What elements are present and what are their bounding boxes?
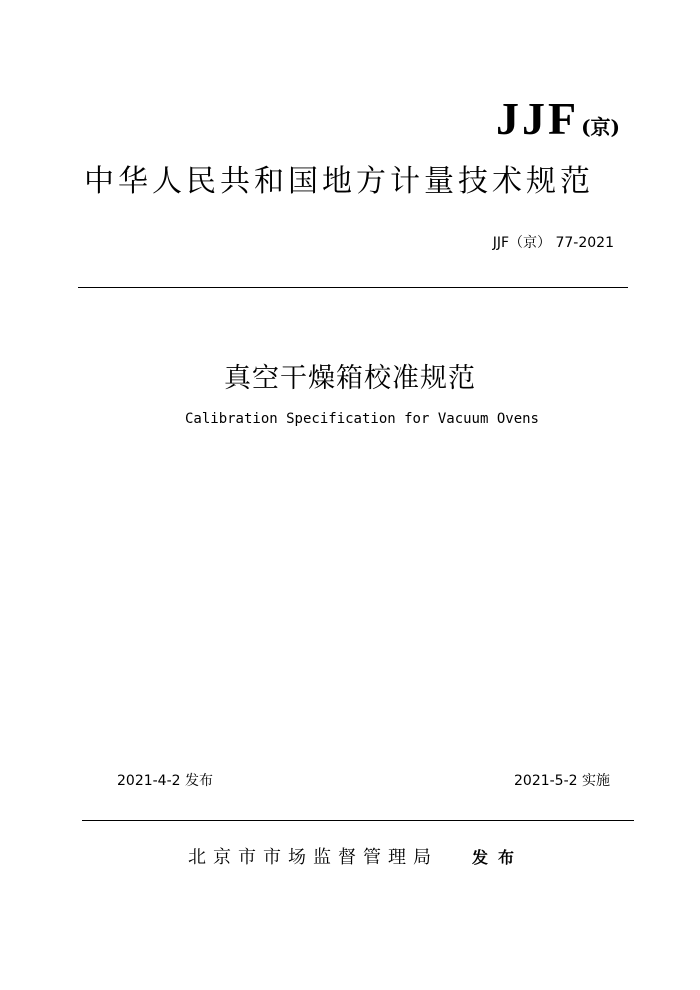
document-title-cn: 真空干燥箱校准规范 <box>224 363 476 394</box>
top-divider <box>78 287 628 288</box>
header-title: 中华人民共和国地方计量技术规范 <box>84 164 594 199</box>
implementation-date: 2021-5-2 实施 <box>514 773 610 789</box>
standard-mark-main: JJF <box>495 93 580 144</box>
bottom-divider <box>82 820 634 821</box>
document-number: JJF（京） 77-2021 <box>492 235 614 251</box>
issuing-authority: 北京市市场监督管理局 <box>188 847 438 868</box>
issue-date: 2021-4-2 发布 <box>117 773 213 789</box>
document-title-en: Calibration Specification for Vacuum Ovens <box>184 411 539 427</box>
standard-mark-suffix: (京) <box>581 115 620 139</box>
standard-mark <box>495 93 620 144</box>
publish-label: 发布 <box>472 848 525 867</box>
